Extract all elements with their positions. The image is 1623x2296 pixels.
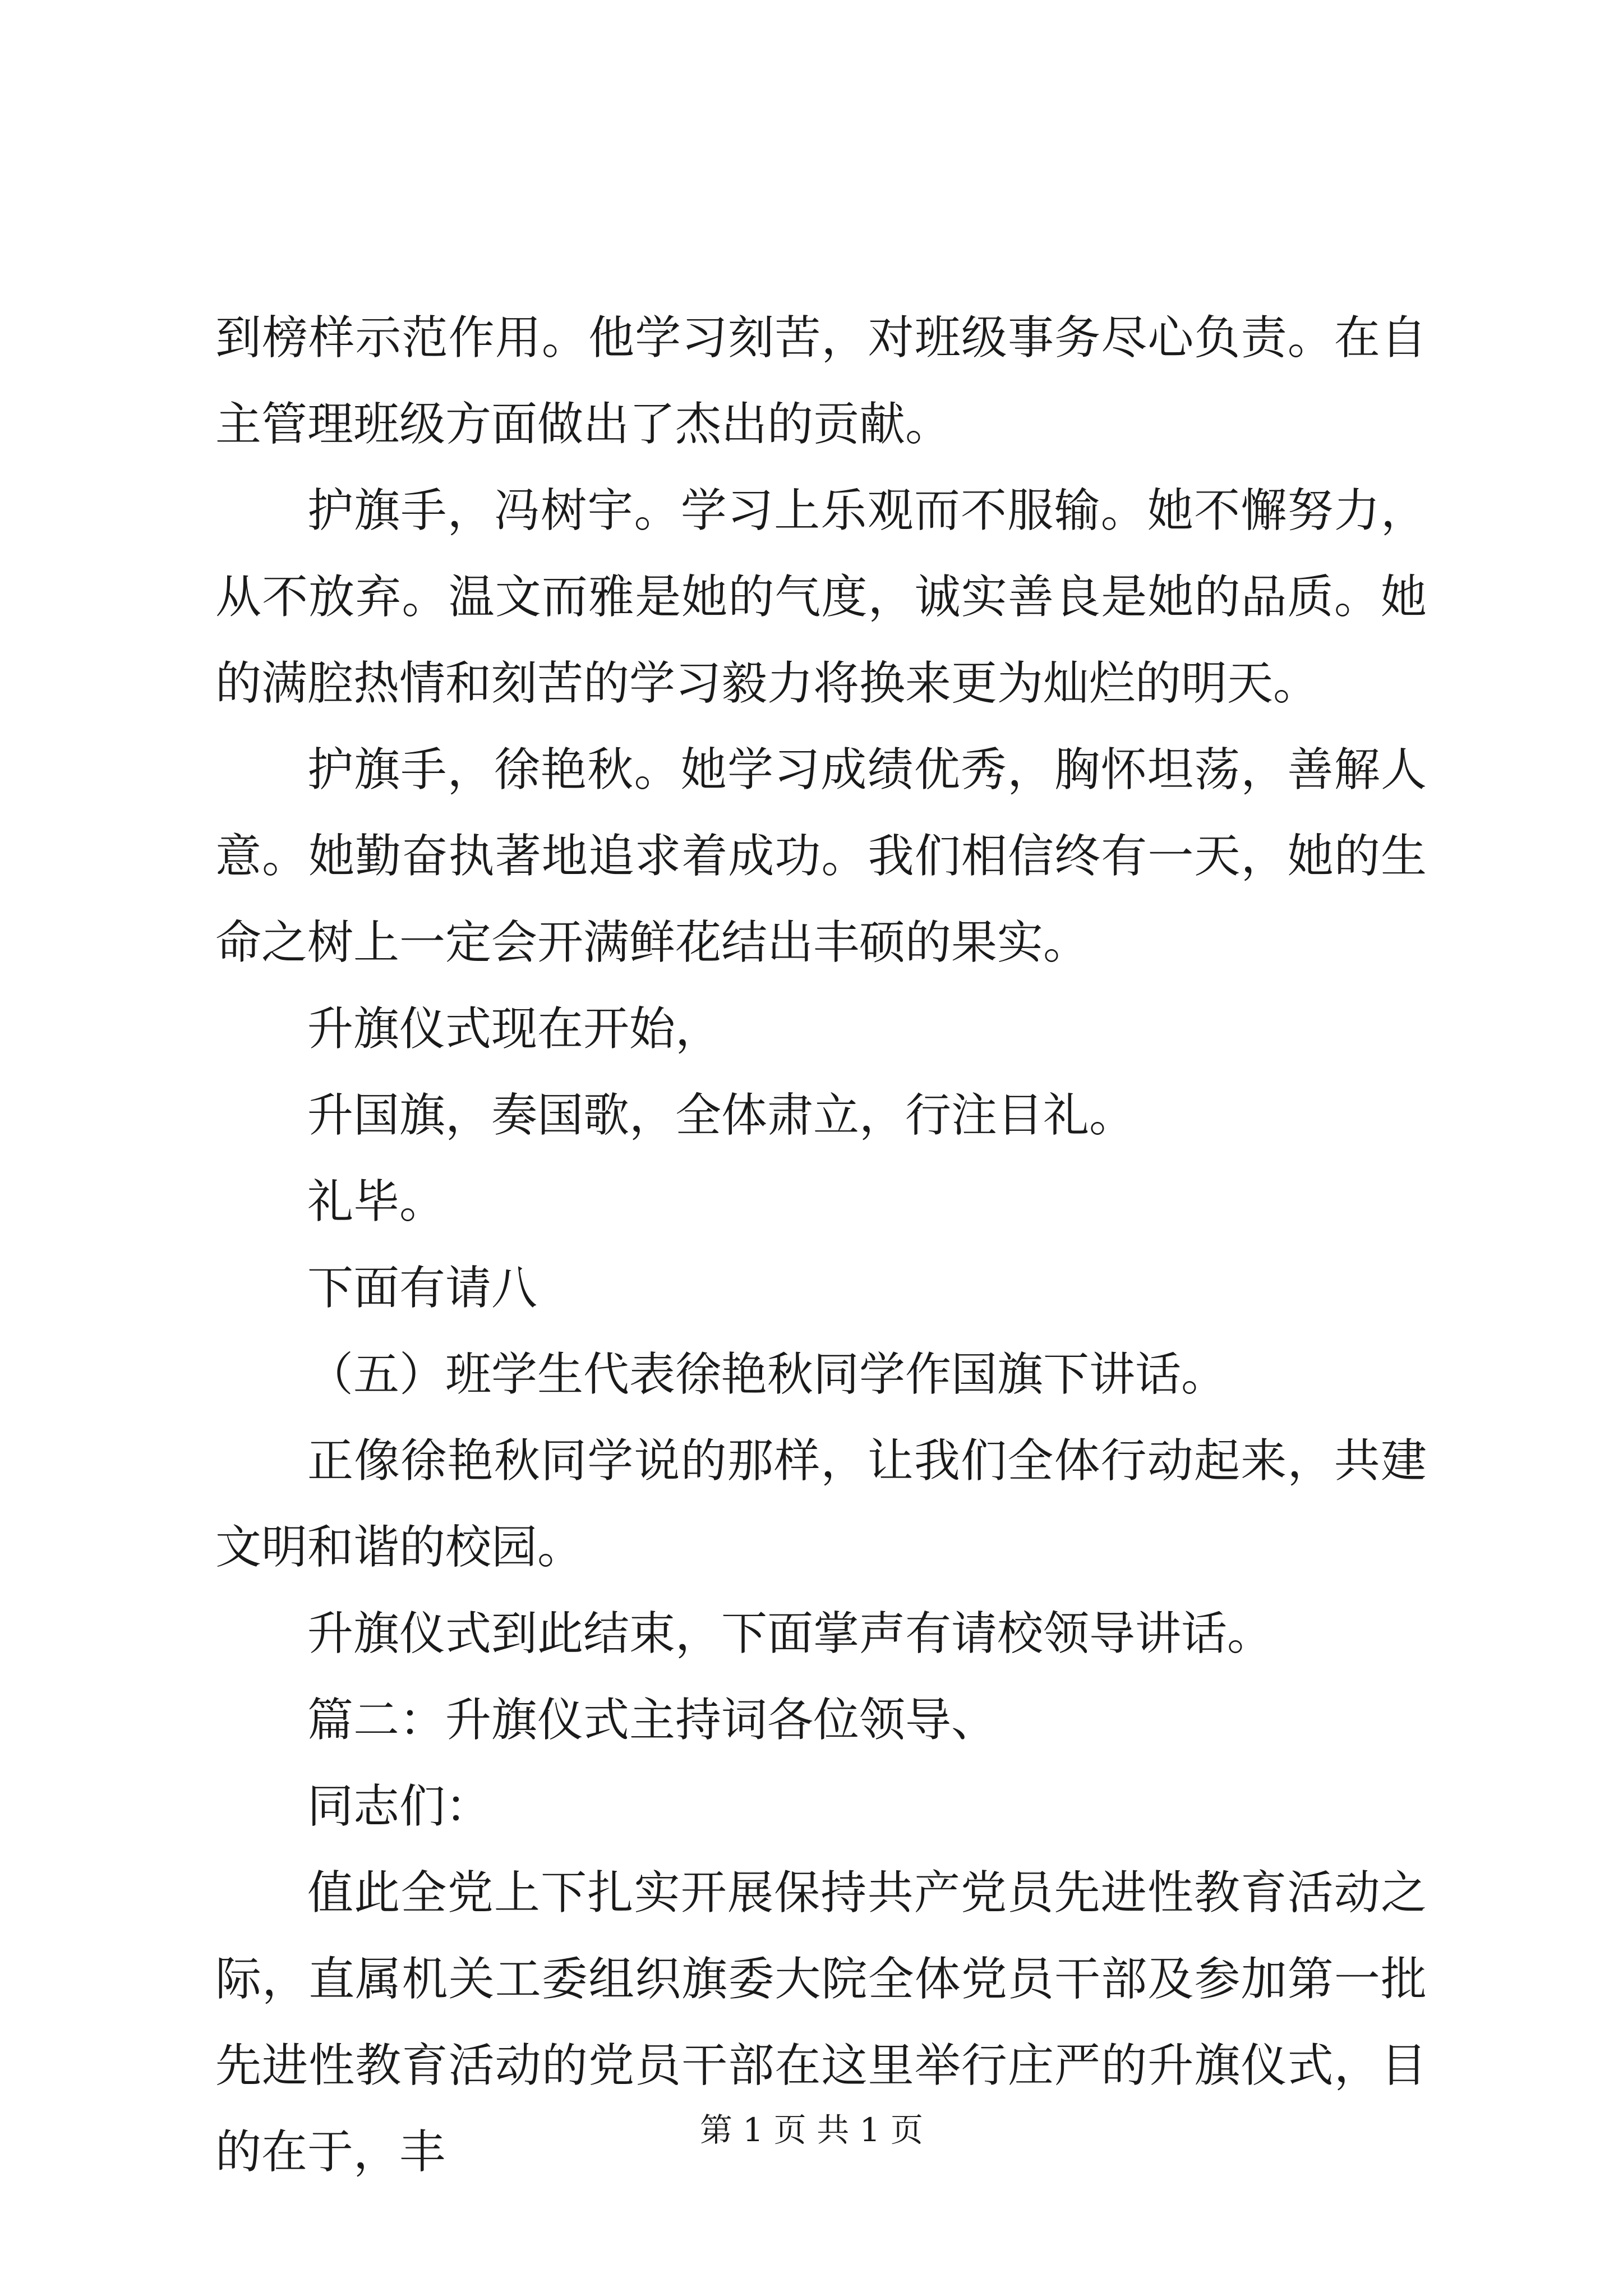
- paragraph-ceremony-start: 升旗仪式现在开始，: [307, 1002, 722, 1056]
- paragraph-invite: 下面有请八: [307, 1262, 538, 1315]
- document-body: [215, 295, 1427, 2196]
- paragraph-flag-guard-feng: 护旗手，冯树宇。学习上乐观而不服输。她不懈努力，从不放弃。温文而雅是她的气度，诚实善良是她的品质。她的满腔热情和刻苦的学习毅力将换来更为灿烂的明天。: [215, 484, 1427, 710]
- page-footer: 第 1 页 共 1 页: [700, 2111, 923, 2149]
- paragraph-party-education: 值此全党上下扎实开展保持共产党员先进性教育活动之际，直属机关工委组织旗委大院全体党员干部及参加第一批先进性教育活动的党员干部在这里举行庄严的升旗仪式，目的在于，丰: [215, 1866, 1427, 2179]
- paragraph-continuation: 到榜样示范作用。他学习刻苦，对班级事务尽心负责。在自主管理班级方面做出了杰出的贡献。: [215, 311, 1427, 451]
- paragraph-raise-flag: 升国旗，奏国歌，全体肃立，行注目礼。: [307, 1089, 1136, 1142]
- paragraph-student-speech: （五）班学生代表徐艳秋同学作国旗下讲话。: [307, 1348, 1228, 1401]
- paragraph-ceremony-end: 升旗仪式到此结束，下面掌声有请校领导讲话。: [307, 1607, 1274, 1660]
- paragraph-salute-done: 礼毕。: [307, 1175, 446, 1228]
- paragraph-flag-guard-xu: 护旗手，徐艳秋。她学习成绩优秀，胸怀坦荡，善解人意。她勤奋执著地追求着成功。我们相信终有一天，她的生命之树上一定会开满鲜花结出丰硕的果实。: [215, 743, 1427, 969]
- paragraph-section-two-title: 篇二：升旗仪式主持词各位领导、: [307, 1694, 998, 1747]
- paragraph-civilized-campus: 正像徐艳秋同学说的那样，让我们全体行动起来，共建文明和谐的校园。: [215, 1434, 1427, 1574]
- paragraph-salutation: 同志们：: [307, 1780, 492, 1833]
